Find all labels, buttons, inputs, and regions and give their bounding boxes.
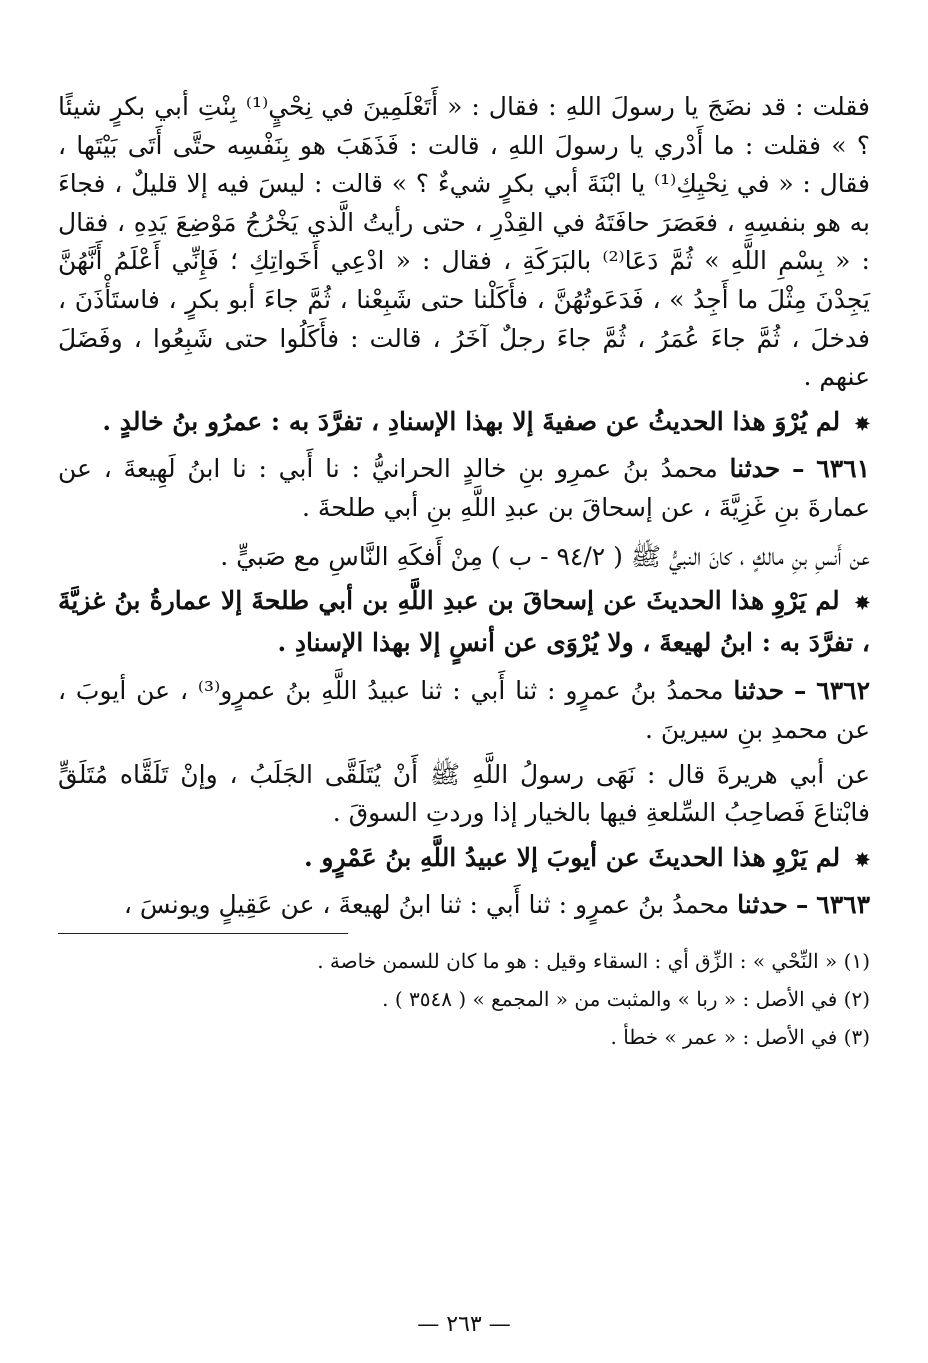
hadith-text-continuation: فقلت : قد نضَجَ يا رسولَ اللهِ : فقال : « أَتَعْلَمِينَ في نِحْيٍ⁽¹⁾ بِنْتِ أبي بكرٍ شيئًا ؟ » فقلت : ما أَدْري يا رسولَ اللهِ ، قالت : فَذَهَبَ هو بِنَفْسِه حتَّى أَتَى بَيْتَها ، فقال : « في نِحْيِكِ⁽¹⁾ يا ابْنَةَ أبي بكرٍ شيءٌ ؟ » قالت : ليسَ فيه إلا قليلٌ ، فجاءَ به هو بنفسِهِ ، فعَصَرَ حافَتَهُ في القِدْرِ ، حتى رأيتُ الَّذي يَخْرُجُ مَوْضِعَ يَدِهِ ، فقال : « بِسْمِ اللَّهِ » ثُمَّ دَعَا⁽²⁾ بالبَرَكَةِ ، فقال : « ادْعِي أَخَواتِكِ ؛ فَإِنِّي أَعْلَمُ أَنَّهُنَّ يَجِدْنَ مِثْلَ ما أَجِدُ » ، فَدَعَوتُهُنَّ ، فأَكَلْنا حتى شَبِعْنا ، ثُمَّ جاءَ أبو بكرٍ ، فاستَأْذَنَ ، فدخلَ ، ثُمَّ جاءَ عُمَرُ ، ثُمَّ جاءَ رجلٌ آخَرُ ، قالت : فأَكَلُوا حتى شَبِعُوا ، وفَضَلَ عنهم .	[58, 92, 870, 392]
hadith-number: ٦٣٦٣	[816, 890, 870, 920]
narration-note	[58, 839, 870, 881]
isnad-text: محمدُ بنُ عمرٍو : ثنا أَبي : ثنا عبيدُ اللَّهِ بنُ عمرٍو⁽³⁾ ، عن أيوبَ ، عن محمدِ بنِ سيرينَ .	[58, 676, 870, 744]
star-icon: ✸	[854, 593, 870, 615]
hadith-lead: حدثنا	[737, 890, 788, 920]
hadith-6361-isnad	[58, 450, 870, 527]
isnad-text: محمدُ بنُ عمرِو بنِ خالدٍ الحرانيُّ : نا أَبي : نا ابنُ لَهِيعةَ ، عن عمارةَ بنِ غَزِيَّةَ ، عن إسحاقَ بن عبدِ اللَّهِ بنِ أبي طلحةَ .	[58, 454, 870, 522]
footnote-divider	[58, 933, 348, 934]
hadith-6362-matn: عن أبي هريرةَ قال : نَهَى رسولُ اللَّهِ ﷺ أَنْ يُتَلَقَّى الجَلَبُ ، وإنْ تَلَقَّاه مُتَلَقٍّ فابْتاعَ فَصاحِبُ السِّلعةِ فيها بالخيار إذا وردتِ السوقَ .	[58, 759, 870, 828]
page-number: — ٢٦٣ —	[417, 1312, 511, 1337]
hadith-number: ٦٣٦٢	[816, 676, 871, 706]
note-text: لم يُرْوَ هذا الحديثُ عن صفيةَ إلا بهذا الإسنادِ ، تفرَّدَ به : عمرُو بنُ خالدٍ .	[102, 406, 841, 436]
footnote-3: (٣) في الأصل : « عمر » خطأ .	[610, 1024, 870, 1049]
hadith-6361-matn: عن أَنسِ بنِ مالكٍ ، كانَ النبيُّ ﷺ ( ٩٤/٢ - ب ) مِنْ أَفكَهِ النَّاسِ مع صَبيٍّ .	[220, 541, 870, 571]
hadith-lead: حدثنا	[729, 454, 781, 484]
star-icon: ✸	[854, 413, 870, 435]
hadith-6362-isnad	[58, 672, 870, 749]
footnotes	[58, 942, 870, 1056]
dash: –	[793, 676, 807, 706]
hadith-lead: حدثنا	[733, 676, 785, 706]
footnote-2: (٢) في الأصل : « ربا » والمثبت من « المجمع » ( ٣٥٤٨ ) .	[382, 986, 870, 1011]
dash: –	[792, 454, 805, 484]
note-text: لم يَرْوِ هذا الحديثَ عن أيوبَ إلا عبيدُ اللَّهِ بنُ عَمْرٍو .	[303, 842, 841, 872]
narration-note	[58, 582, 870, 662]
note-text: لم يَرْوِ هذا الحديثَ عن إسحاقَ بن عبدِ اللَّهِ بن أبي طلحةَ إلا عمارةُ بنُ غزيَّةَ ، تفرَّدَ به : ابنُ لهيعةَ ، ولا يُرْوَى عن أنسٍ إلا بهذا الإسنادِ .	[58, 586, 870, 657]
narration-note	[58, 403, 870, 445]
isnad-text: محمدُ بنُ عمرٍو : ثنا أَبي : ثنا ابنُ لهيعةَ ، عن عَقِيلٍ ويونسَ ،	[123, 890, 730, 920]
footnote-1: (١) « النِّحْي » : الزِّق أي : السقاء وقيل : هو ما كان للسمن خاصة .	[317, 948, 870, 973]
hadith-number: ٦٣٦١	[816, 454, 870, 484]
dash: –	[795, 890, 809, 920]
hadith-6363-isnad	[58, 886, 870, 925]
star-icon: ✸	[854, 849, 870, 871]
